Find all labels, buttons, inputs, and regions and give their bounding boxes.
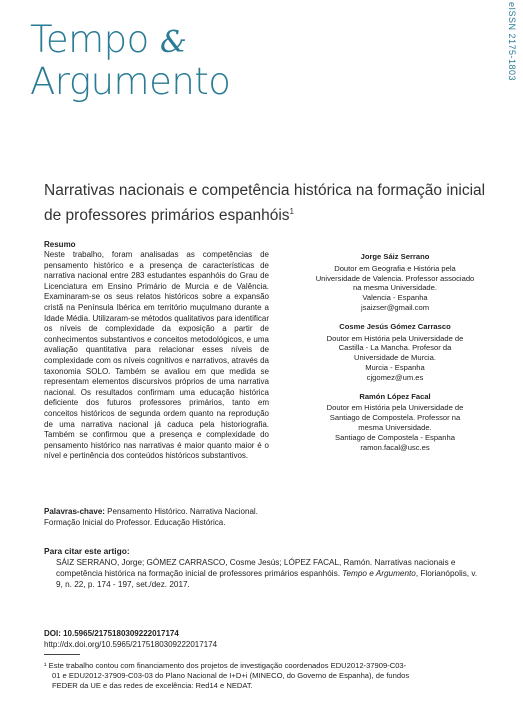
citation-heading: Para citar este artigo:	[44, 546, 130, 556]
author-affiliation: Doutor em História pela Universidade de	[326, 403, 464, 413]
footnote-mark: 1	[289, 207, 294, 216]
author-affiliation: mesma Universidade.	[358, 422, 432, 432]
citation-part2: , Florianópolis, v. 9, n. 22, p. 174 - 197, set./dez. 2017.	[56, 568, 478, 589]
author-affiliation: Doutor em História pela Universidade de	[326, 333, 464, 343]
journal-title-ampersand: &	[160, 25, 187, 60]
footnote-divider	[44, 654, 80, 655]
doi-link[interactable]: http://dx.doi.org/10.5965/2175180309222017174	[44, 640, 218, 649]
author-location: Valencia - Espanha	[362, 293, 428, 303]
author-block	[300, 322, 490, 383]
doi-block	[44, 628, 217, 650]
author-affiliation: Doutor em Geografia e História pela	[334, 263, 456, 273]
footnote-line: FEDER da UE e das redes de excelência: Red14 e NEDAT.	[52, 681, 253, 691]
author-email[interactable]: ramon.facal@usc.es	[360, 442, 430, 452]
keywords-label: Palavras-chave:	[44, 507, 105, 516]
doi-label: DOI: 10.5965/2175180309222017174	[44, 629, 179, 638]
author-affiliation: Universidade de Murcia.	[354, 353, 436, 363]
footnote-line: ¹ Este trabalho contou com financiamento dos projetos de investigação coordenados EDU2012-37909-C03-	[44, 661, 407, 670]
author-affiliation: Universidade de Valencia. Professor associado	[315, 273, 475, 283]
footnote-line: 01 e EDU2012-37909-C03-03 do Plano Nacional de I+D+i (MINECO, do Governo de Espanha), de fundos	[52, 671, 410, 681]
keywords	[44, 506, 284, 528]
issn-label: eISSN 2175-1803	[507, 2, 517, 82]
journal-logo	[30, 20, 230, 101]
article-title-text: Narrativas nacionais e competência histórica na formação inicial de professores primários espanhóis	[44, 182, 486, 225]
author-name: Ramón López Facal	[359, 391, 431, 401]
keywords-text: Pensamento Histórico. Narrativa Nacional. Formação Inicial do Professor. Educação Histórica.	[44, 507, 258, 527]
author-email[interactable]: cjgomez@um.es	[366, 372, 424, 382]
author-email[interactable]: jsaizser@gmail.com	[360, 302, 430, 312]
footnote	[44, 661, 484, 692]
author-affiliation: Santiago de Compostela. Professor na	[329, 413, 461, 423]
citation-journal: Tempo e Argumento	[342, 568, 416, 578]
author-block	[300, 392, 490, 453]
author-block	[300, 252, 490, 313]
abstract-text: Neste trabalho, foram analisadas as competências de pensamento histórico e a presença de características de narrativa nacional entre 283 estudantes espanhóis do Grau de Licenciatura em Ensino Primário de Murcia e de Valência. Examinaram-se os seus relatos históricos sobre a expansão cristã na Península Ibérica em território muçulmano durante a Idade Média. Utilizaram-se métodos qualitativos para identificar os níveis de complexidade da exposição a partir de conhecimentos substantivos e conceitos metodológicos, e uma avaliação quantitativa para relacionar esses níveis de complexidade com os níveis cognitivos e narrativos, através da taxonomia SOLO. Também se avaliou em que medida se representam elementos discursivos próprios de uma narrativa nacional. Os resultados confirmam uma educação histórica deficiente dos futuros professores primários, tanto em conceitos históricos de segunda ordem quanto na reprodução de uma narrativa nacional já caduca pela historiografia. Também se confirmou que a presença e complexidade do pensamento histórico nas narrativas é maior quanto maior é o nível e pertinência dos conteúdos históricos substantivos.	[44, 250, 269, 461]
author-name: Jorge Sáiz Serrano	[360, 252, 430, 261]
journal-title-line2: Argumento	[30, 60, 231, 103]
author-affiliation: na mesma Universidade.	[353, 283, 437, 293]
abstract-heading: Resumo	[44, 240, 76, 249]
author-name: Cosme Jesús Gómez Carrasco	[339, 321, 451, 331]
author-location: Murcia - Espanha	[365, 362, 425, 372]
author-location: Santiago de Compostela - Espanha	[335, 432, 455, 442]
author-affiliation: Castilla - La Mancha. Profesor da	[338, 343, 452, 353]
citation-part1: SÁIZ SERRANO, Jorge; GÓMEZ CARRASCO, Cosme Jesús; LÓPEZ FACAL, Ramón. Narrativas nacionais e competência histórica na formação inicial de professores primários espanhóis.	[56, 558, 456, 578]
article-title	[44, 180, 494, 226]
journal-title-line1: Tempo	[30, 18, 149, 61]
citation-text	[56, 558, 486, 590]
authors-column	[300, 252, 490, 461]
